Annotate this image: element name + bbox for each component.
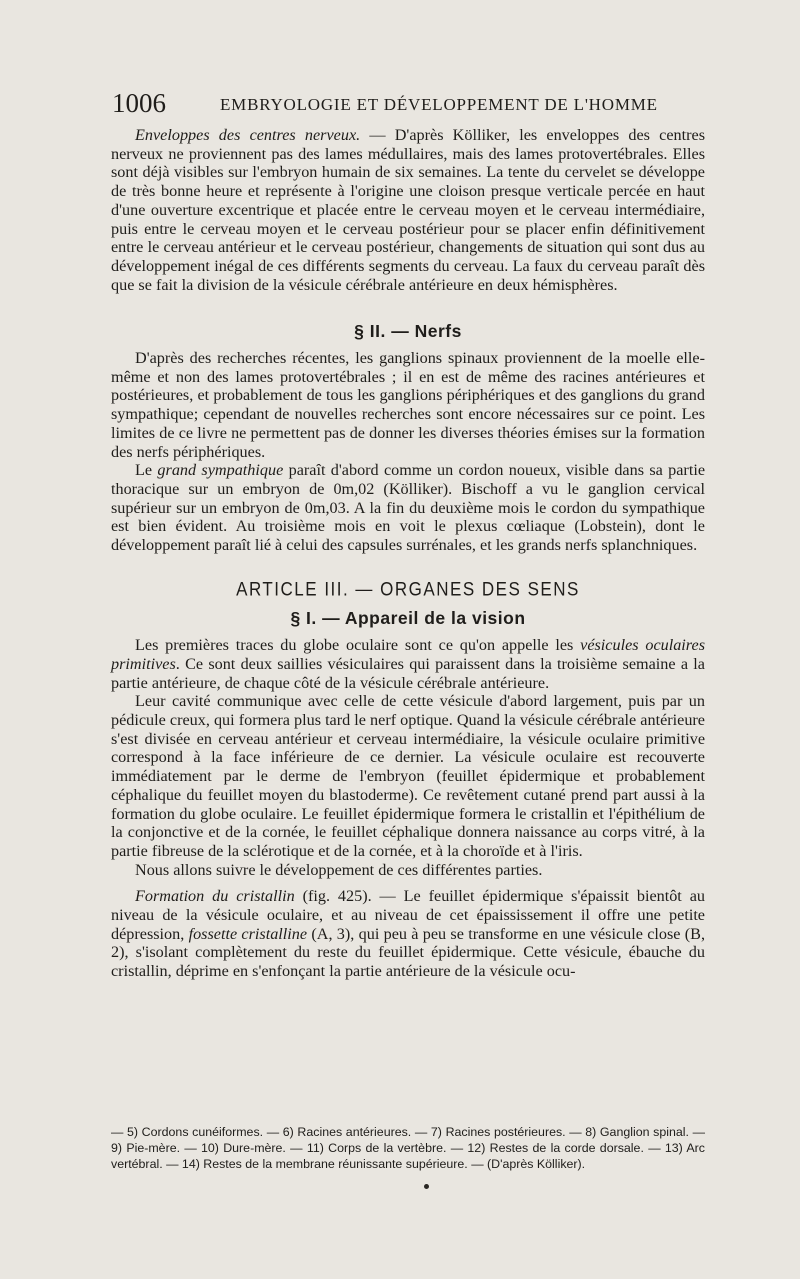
spacer (111, 879, 705, 887)
section-heading-vision: § I. — Appareil de la vision (290, 608, 526, 629)
paragraph-text: paraît d'abord comme un cordon noueux, visible dans sa partie thoracique sur un embryon de 0m,02 (Kölliker). Bischoff a vu le ganglion cervical supérieur sur un embryon de 0m,03. A la fin du deuxième mois le cordon du sympathique est bien évident. Au troisième mois en voit le plexus cœliaque (Lobstein), dont le développement paraît lié à celui des capsules surrénales, et les grands nerfs splanchniques. (111, 461, 706, 555)
paragraph-text: — D'après Kölliker, les enveloppes des centres nerveux ne proviennent pas des lames médullaires, mais des lames protovertébrales. Elles sont déjà visibles sur l'embryon humain de six semaines. La tente du cervelet se développe de très bonne heure et représente à l'origine une cloison presque verticale percée en haut d'une ouverture excentrique et placée entre le cerveau moyen et le cerveau intermédiaire, puis entre le cerveau moyen et le cerveau postérieur pour se placer enfin définitivement entre le cerveau antérieur et le cerveau postérieur, changements de situation qui sont dus au développement inégal de ces différents segments du cerveau. La faux du cerveau paraît dès que se fait la division de la vésicule cérébrale antérieure en deux hémisphères. (111, 126, 705, 294)
paragraph-vesicules (111, 636, 705, 692)
paragraph-lead: Formation du cristallin (135, 887, 295, 906)
paragraph-emphasis: fossette cristalline (188, 924, 308, 943)
paragraph-lead: Enveloppes des centres nerveux. (135, 126, 361, 144)
paragraph-emphasis: vésicules oculaires primitives (111, 636, 705, 673)
paragraph-emphasis: grand sympathique (157, 461, 284, 480)
article-heading: ARTICLE III. — ORGANES DES SENS (236, 578, 580, 600)
page-header (112, 88, 702, 118)
paragraph-ganglions: D'après des recherches récentes, les ganglions spinaux proviennent de la moelle elle-même et non des lames protovertébrales ; il en est de même des racines antérieures et postérieures, et probablement de tous les ganglions périphériques et des ganglions du grand sympathique; cependant de nouvelles recherches sont encore nécessaires sur ce point. Les limites de ce livre ne permettent pas de donner les diverses théories émises sur la formation des nerfs périphériques. (111, 349, 705, 461)
paragraph-text: Les premières traces du globe oculaire sont ce qu'on appelle les (135, 636, 581, 655)
paragraph-text: (A, 3), qui peu à peu se transforme en une vésicule close (B, 2), s'isolant complètement du reste du feuillet épidermique. Cette vésicule, ébauche du cristallin, déprime en s'enfonçant la partie antérieure de la vésicule ocu- (111, 924, 705, 981)
paragraph-suivre: Nous allons suivre le développement de ces différentes parties. (135, 860, 543, 879)
figure-caption: — 5) Cordons cunéiformes. — 6) Racines antérieures. — 7) Racines postérieures. — 8) Ganglion spinal. — 9) Pie-mère. — 10) Dure-mère. — 11) Corps de la vertèbre. — 12) Restes de la corde dorsale. — 13) Arc vertébral. — 14) Restes de la membrane réunissante supérieure. — (D'après Kölliker). (111, 1125, 705, 1171)
paragraph-sympathique (111, 461, 705, 555)
paragraph-cristallin (111, 887, 705, 981)
section-heading-nerfs: § II. — Nerfs (354, 321, 462, 342)
page-number: 1006 (112, 88, 166, 118)
running-title: EMBRYOLOGIE ET DÉVELOPPEMENT DE L'HOMME (220, 95, 658, 114)
page-body (111, 126, 705, 981)
paragraph-enveloppes (111, 126, 705, 294)
paragraph-cavite: Leur cavité communique avec celle de cette vésicule d'abord largement, puis par un pédicule creux, qui formera plus tard le nerf optique. Quand la vésicule cérébrale antérieure s'est divisée en cerveau antérieur et cerveau intermédiaire, la vésicule oculaire primitive correspond à la face inférieure de ce dernier. La vésicule oculaire est recouverte immédiatement par le derme de l'embryon (feuillet épidermique et probablement céphalique du feuillet moyen du blastoderme). Ce revêtement cutané prend part aussi à la formation du globe oculaire. Le feuillet épidermique formera le cristallin et l'épithélium de la conjonctive et de la cornée, le feuillet céphalique donnera naissance au corps vitré, à la partie fibreuse de la sclérotique et de la cornée, et à la choroïde et à l'iris. (111, 692, 705, 860)
paragraph-text: Le (135, 461, 158, 480)
paragraph-text: . Ce sont deux saillies vésiculaires qui paraissent dans la troisième semaine a la partie antérieure, de chaque côté de la vésicule cérébrale antérieure. (111, 654, 705, 692)
paragraph-text: (fig. 425). — Le feuillet épidermique s'épaissit bientôt au niveau de la vésicule oculaire, et au niveau de cet épaississement il offre une petite dépression, (111, 887, 705, 943)
ink-dot (424, 1184, 429, 1189)
